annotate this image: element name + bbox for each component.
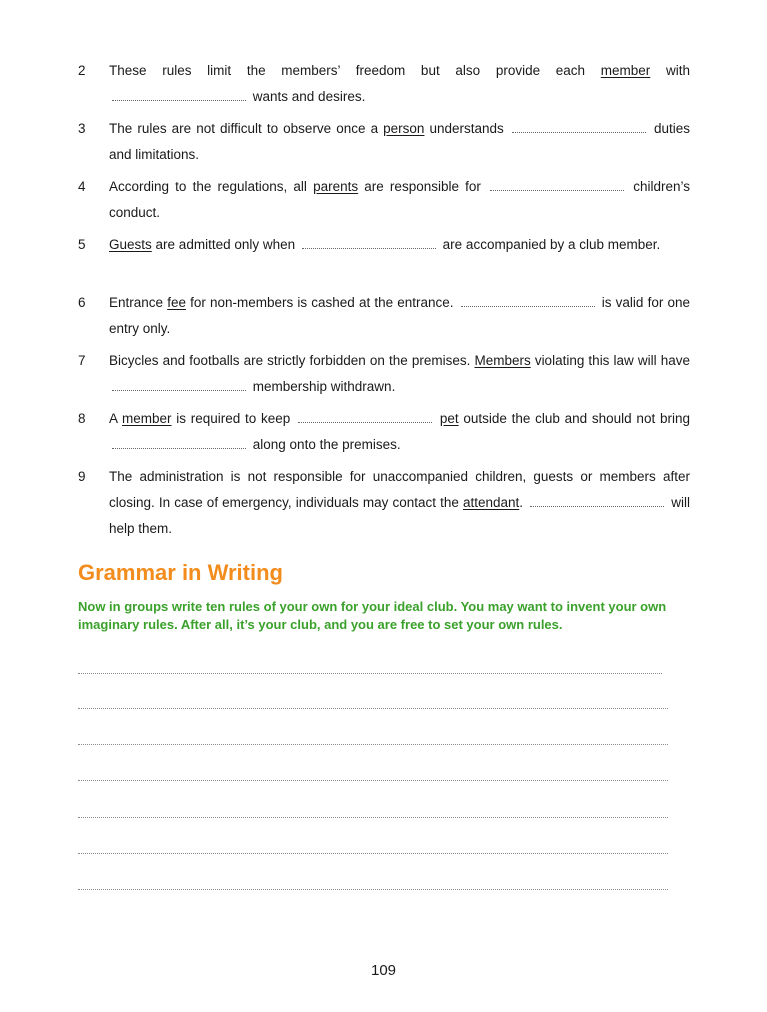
- fill-in-blank[interactable]: [512, 122, 646, 133]
- item-text: are accompanied by a club member.: [442, 237, 661, 252]
- section-instructions: Now in groups write ten rules of your own for your ideal club. You may want to invent your own imaginary rules. After all, it’s your club, and you are free to set your own rules.: [78, 599, 667, 632]
- item-number: 7: [78, 353, 86, 368]
- exercise-item-7: [78, 348, 690, 400]
- item-text: will help them.: [109, 495, 690, 536]
- writing-line[interactable]: [78, 853, 668, 854]
- writing-line[interactable]: [78, 673, 662, 674]
- item-text: for non-members is cashed at the entrance.: [190, 295, 454, 310]
- fill-in-blank[interactable]: [112, 380, 246, 391]
- writing-line[interactable]: [78, 708, 668, 709]
- fill-in-blank[interactable]: [530, 496, 664, 507]
- exercise-item-8: [78, 406, 690, 458]
- exercise-item-5: [78, 232, 690, 258]
- item-number: 2: [78, 63, 86, 78]
- item-text: A: [109, 411, 118, 426]
- underlined-word: pet: [439, 411, 459, 426]
- fill-in-blank[interactable]: [490, 180, 624, 191]
- underlined-word: attendant: [462, 495, 520, 510]
- item-text: is valid for one entry only.: [109, 295, 690, 336]
- underlined-word: member: [122, 411, 172, 426]
- underlined-word: person: [383, 121, 425, 136]
- exercise-item-9: [78, 464, 690, 542]
- item-text: duties and limitations.: [109, 121, 690, 162]
- item-text: understands: [429, 121, 504, 136]
- item-text: The rules are not difficult to observe once a: [109, 121, 379, 136]
- underlined-word: fee: [167, 295, 186, 310]
- fill-in-blank[interactable]: [302, 238, 436, 249]
- item-number: 5: [78, 237, 86, 252]
- item-text: The administration is not responsible for unaccompanied children, guests or members after closing. In case of emergency, individuals may contact the: [109, 469, 690, 510]
- item-text: along onto the premises.: [252, 437, 401, 452]
- fill-in-blank[interactable]: [112, 90, 246, 101]
- exercise-item-2: [78, 58, 690, 110]
- item-number: 3: [78, 121, 86, 136]
- writing-line[interactable]: [78, 780, 668, 781]
- item-number: 4: [78, 179, 86, 194]
- underlined-word: member: [600, 63, 651, 78]
- item-text: with: [665, 63, 690, 78]
- underlined-word: Guests: [109, 237, 152, 252]
- item-text: outside the club and should not bring: [463, 411, 690, 426]
- fill-in-blank[interactable]: [461, 296, 595, 307]
- item-text: membership withdrawn.: [252, 379, 396, 394]
- item-number: 6: [78, 295, 86, 310]
- item-text: .: [519, 495, 524, 510]
- section-title: Grammar in Writing: [78, 560, 283, 585]
- item-number: 9: [78, 469, 86, 484]
- item-text: is required to keep: [176, 411, 291, 426]
- item-text: are admitted only when: [155, 237, 296, 252]
- item-text: violating this law will have: [534, 353, 690, 368]
- item-number: 8: [78, 411, 86, 426]
- item-text: children’s conduct.: [109, 179, 690, 220]
- fill-in-blank[interactable]: [298, 412, 432, 423]
- underlined-word: parents: [313, 179, 359, 194]
- item-text: wants and desires.: [252, 89, 366, 104]
- writing-line[interactable]: [78, 889, 668, 890]
- exercise-item-3: [78, 116, 690, 168]
- writing-line[interactable]: [78, 744, 668, 745]
- item-text: Bicycles and footballs are strictly forbidden on the premises.: [109, 353, 471, 368]
- item-text: are responsible for: [364, 179, 481, 194]
- writing-line[interactable]: [78, 817, 668, 818]
- item-text: According to the regulations, all: [109, 179, 307, 194]
- underlined-word: Members: [474, 353, 531, 368]
- page-number: 109: [370, 962, 397, 979]
- fill-in-blank[interactable]: [112, 438, 246, 449]
- exercise-item-6: [78, 290, 690, 342]
- exercise-item-4: [78, 174, 690, 226]
- item-text: Entrance: [109, 295, 164, 310]
- item-text: These rules limit the members’ freedom but also provide each: [109, 63, 586, 78]
